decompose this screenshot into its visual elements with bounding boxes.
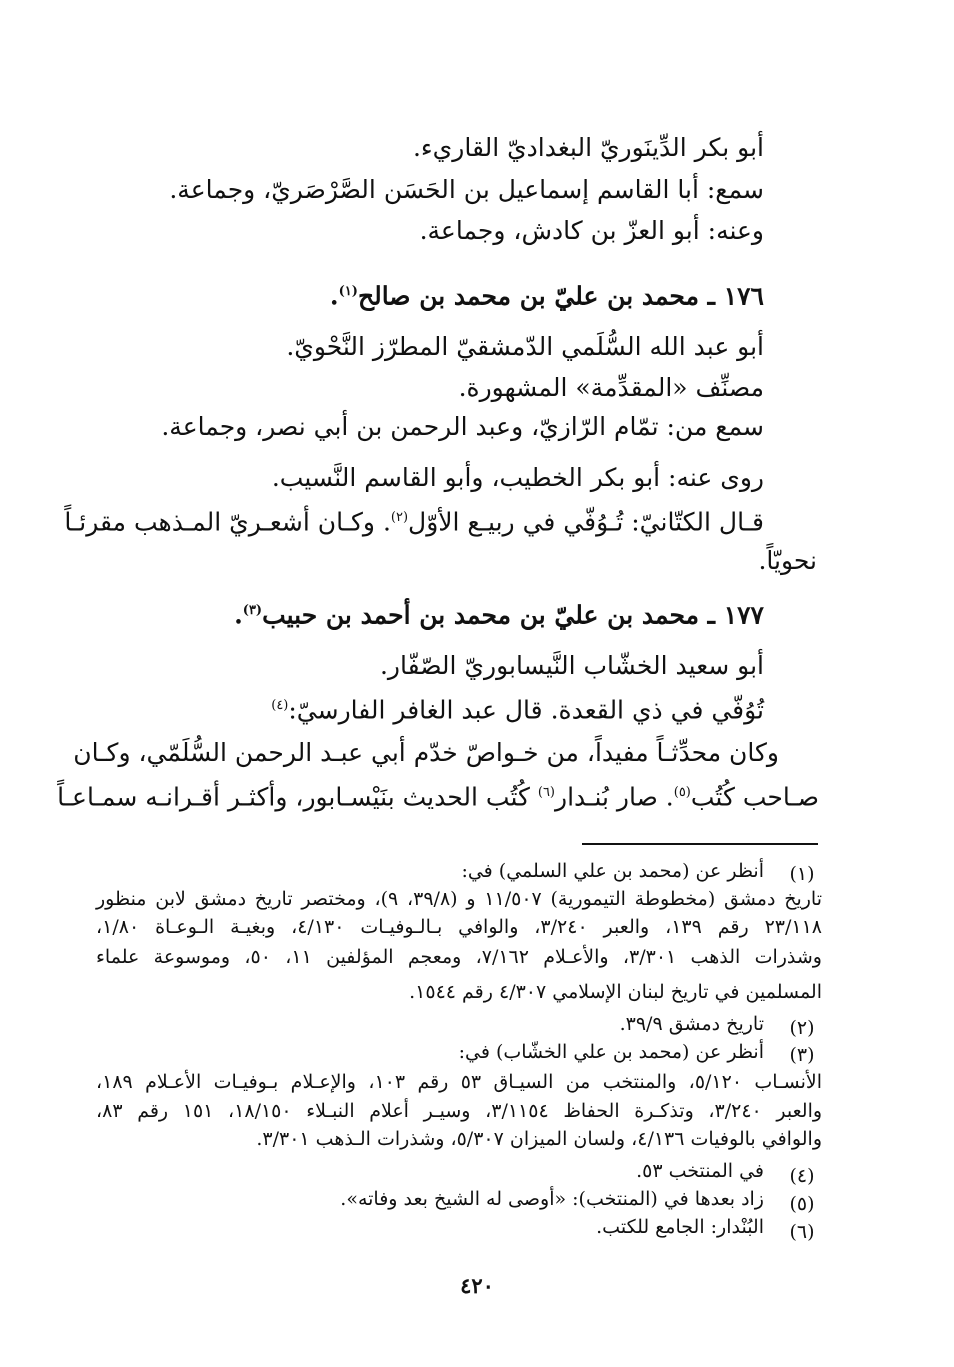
footnote-line: زاد بعدها في (المنتخب): «أوصى له الشيخ بعد وفاته». <box>340 1188 764 1210</box>
entry-line: تُوُفّي في ذي القعدة. قال عبد الغافر الفارسيّ:$^{(٤)}$ <box>271 695 764 725</box>
footnote-ref[interactable]: (٢) <box>390 510 409 525</box>
body-line: أبو بكر الدِّينَوريّ البغداديّ القاريء. <box>412 133 764 162</box>
footnote-line: المسلمين في تاريخ لبنان الإسلامي ٤/٣٠٧ رقم ١٥٤٤. <box>409 981 822 1003</box>
entry-line: سمع من: تمّام الرّازيّ، وعبد الرحمن بن أبي نصر، وجماعة. <box>161 412 764 441</box>
footnote-number: (٥) <box>789 1193 815 1215</box>
footnote-line: تاريخ دمشق ٣٩/٩. <box>619 1013 764 1035</box>
entry-line: أبو عبد الله السُّلَمي الدّمشقيّ المطرّز النَّحْويّ. <box>286 332 764 361</box>
footnote-number: (٢) <box>789 1017 815 1039</box>
page-number: ٤٢٠ <box>460 1273 494 1298</box>
entry-line-justified: وكان محدِّثـاً مفيداً، من خـواصّ خدّم أبي عبـد الرحمن السُّلَمّي، وكـان <box>73 738 779 767</box>
footnote-line: وشذرات الذهب ٣/٣٠١، والأعـلام ٧/١٦٢، ومعجم المؤلفين ١١، ٥٠، وموسوعة علماء <box>96 946 822 968</box>
entry-heading-177: ١٧٧ ـ محمد بن عليّ بن محمد بن أحمد بن حبيب$^{(٣)}$. <box>234 600 764 630</box>
footnote-line: والعبر ٣/٢٤٠، وتذكـرة الحفاظ ٣/١١٥٤، وسيـر أعلام النبـلاء ١٨/١٥٠، ١٥١ رقم ٨٣، <box>96 1100 823 1122</box>
body-line: وعنه: أبو العزّ بن كادش، وجماعة. <box>419 216 764 245</box>
footnote-line: ٢٣/١١٨ رقم ١٣٩، والعبر ٣/٢٤٠، والوافي بـالـوفيـات ٤/١٣٠، وبغيـة الـوعـاة ١/٨٠، <box>96 916 822 938</box>
entry-line-continuation: نحويّاً. <box>758 546 817 575</box>
footnote-number: (٤) <box>789 1165 815 1187</box>
footnote-ref[interactable]: (١) <box>338 284 358 299</box>
footnote-ref[interactable]: (٤) <box>271 698 289 713</box>
footnote-line: أنظر عن (محمد بن علي الخشّاب) في: <box>458 1041 764 1063</box>
entry-line-justified: صـاحب كُتُب$^{(٥)}$. صار بُنـدار$^{(٦)}$ كُتُب الحديث بنَيْسـابور، وأكثـر أقـرانـه سمـاعـاً <box>57 782 819 812</box>
footnote-separator <box>582 843 818 845</box>
footnote-ref[interactable]: (٥) <box>673 785 691 800</box>
footnote-number: (١) <box>789 863 815 885</box>
footnote-line: البُنْدار: الجامع للكتب. <box>596 1216 764 1238</box>
footnote-line: الأنسـاب ٥/١٢٠، والمنتخب من السيـاق ٥٣ رقم ١٠٣، والإعـلام بـوفيـات الأعـلام ١٨٩، <box>96 1071 822 1093</box>
footnote-number: (٣) <box>789 1044 815 1066</box>
footnote-line: والوافي بالوفيات ٤/١٣٦، ولسان الميزان ٥/٣٠٧، وشذرات الـذهب ٣/٣٠١. <box>256 1128 822 1150</box>
entry-line-justified: قـال الكتّانيّ: تُـوُفّي في ربيـع الأوّل$^{(٢)}$. وكـان أشعـريّ المـذهب مقرئـاً <box>64 507 764 537</box>
entry-line: أبو سعيد الخشّاب النَّيسابوريّ الصّفّار. <box>379 651 764 680</box>
body-line: سمع: أبا القاسم إسماعيل بن الحَسَن الصَّرْصَريّ، وجماعة. <box>169 175 764 204</box>
footnote-ref[interactable]: (٦) <box>537 785 555 800</box>
footnote-line: أنظر عن (محمد بن علي السلمي) في: <box>461 860 764 882</box>
footnote-line: تاريخ دمشق (مخطوطة التيمورية) ١١/٥٠٧ و (٣٩/٨، ٩)، ومختصر تاريخ دمشق لابن منظور <box>96 888 823 910</box>
entry-line: روى عنه: أبو بكر الخطيب، وأبو القاسم النَّسيب. <box>271 463 764 492</box>
footnote-number: (٦) <box>789 1221 815 1243</box>
entry-line: مصنِّف «المقدِّمة» المشهورة. <box>458 373 764 402</box>
footnote-line: في المنتخب ٥٣. <box>636 1160 764 1182</box>
entry-heading-176: ١٧٦ ـ محمد بن عليّ بن محمد بن صالح$^{(١)}$. <box>329 281 764 311</box>
footnote-ref[interactable]: (٣) <box>242 603 263 618</box>
